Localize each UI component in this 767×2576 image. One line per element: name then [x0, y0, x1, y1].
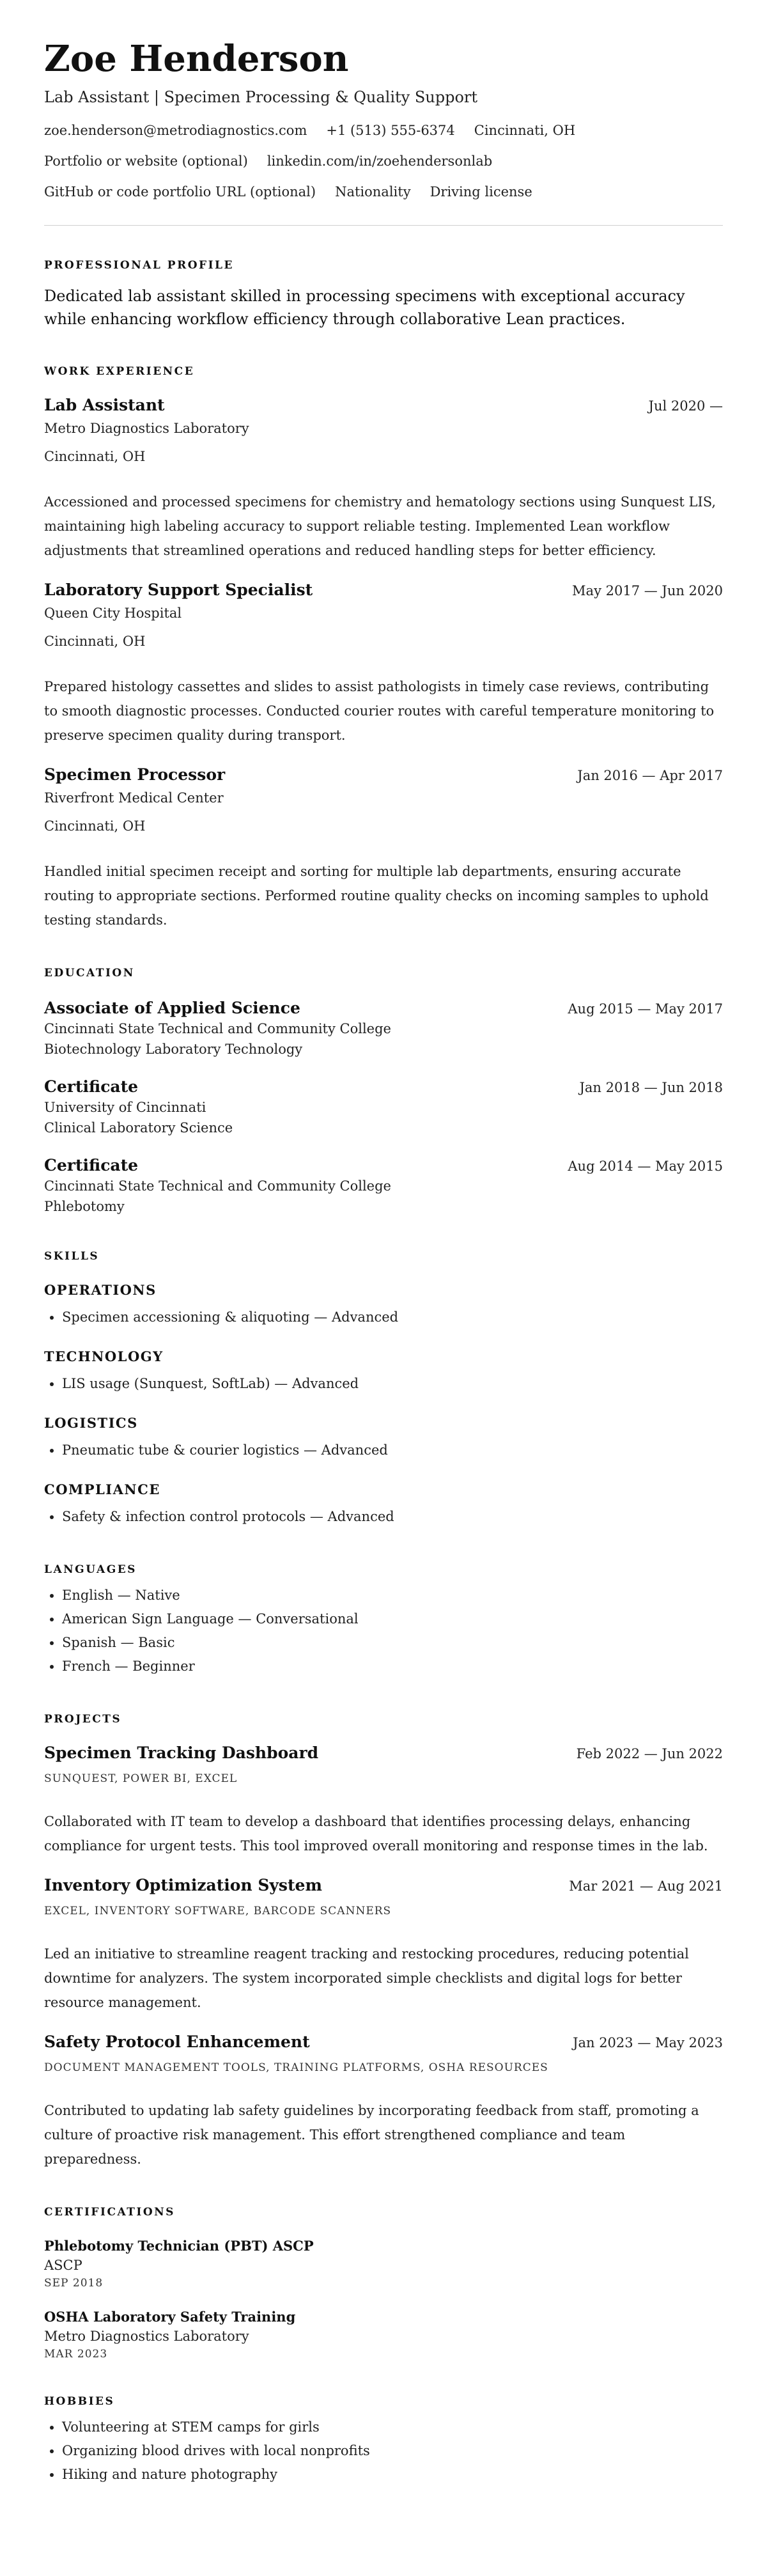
job-title: Laboratory Support Specialist: [44, 581, 313, 599]
nationality: Nationality: [335, 184, 411, 199]
section-title-certifications: CERTIFICATIONS: [44, 2206, 175, 2219]
section-title-experience: WORK EXPERIENCE: [44, 365, 195, 378]
candidate-name: Zoe Henderson: [44, 38, 349, 80]
project-name: Specimen Tracking Dashboard: [44, 1744, 319, 1762]
job-description: Accessioned and processed specimens for chemistry and hematology sections using Sunquest LIS, maintaining high labeling accuracy to support reliable testing. Implemented Lean workflow adjustments that streamlined operations and reduced handling steps for better efficiency.: [44, 494, 717, 558]
languages-section: [44, 1563, 723, 1678]
certification-entry: [44, 2238, 723, 2290]
job-description: Prepared histology cassettes and slides to assist pathologists in timely case reviews, contributing to smooth diagnostic processes. Conducted courier routes with careful temperature monitoring to preserve specimen quality during transport.: [44, 679, 715, 743]
language-list: [44, 1584, 723, 1678]
certification-date: SEP 2018: [44, 2277, 104, 2290]
education-dates: Jan 2018 — Jun 2018: [579, 1080, 723, 1095]
project-tech: EXCEL, INVENTORY SOFTWARE, BARCODE SCANNERS: [44, 1905, 392, 1917]
degree: Certificate: [44, 1077, 139, 1096]
project-description: Contributed to updating lab safety guidelines by incorporating feedback from staff, promoting a culture of proactive risk management. This effort strengthened compliance and team preparedness.: [44, 2103, 699, 2167]
job-location: Cincinnati, OH: [44, 449, 146, 464]
section-title-languages: LANGUAGES: [44, 1563, 137, 1576]
school: Cincinnati State Technical and Community College: [44, 1178, 391, 1194]
skill-item: • Specimen accessioning & aliquoting — Advanced: [62, 1306, 723, 1329]
hobby-list: [44, 2416, 723, 2486]
job-dates: May 2017 — Jun 2020: [572, 583, 723, 598]
job-description: Handled initial specimen receipt and sorting for multiple lab departments, ensuring accurate routing to appropriate sections. Performed routine quality checks on incoming samples to uphold testing standards.: [44, 864, 709, 928]
field-of-study: Clinical Laboratory Science: [44, 1120, 233, 1136]
experience-entry: [44, 765, 723, 932]
language-item: • American Sign Language — Conversational: [62, 1607, 723, 1631]
driving-license: Driving license: [430, 184, 532, 199]
headline: Lab Assistant | Specimen Processing & Quality Support: [44, 88, 478, 106]
skill-item: • Safety & infection control protocols — Advanced: [62, 1505, 723, 1529]
project-entry: [44, 1744, 723, 1858]
header-divider: [44, 225, 723, 226]
employer: Queen City Hospital: [44, 605, 182, 621]
skill-list: [44, 1505, 723, 1529]
certification-entry: [44, 2309, 723, 2361]
job-title: Lab Assistant: [44, 396, 165, 414]
education-entry: [44, 1156, 723, 1215]
work-experience-section: [44, 365, 723, 932]
job-location: Cincinnati, OH: [44, 634, 146, 649]
job-location: Cincinnati, OH: [44, 818, 146, 834]
education-entry: [44, 999, 723, 1058]
job-title: Specimen Processor: [44, 765, 226, 784]
project-name: Safety Protocol Enhancement: [44, 2033, 310, 2051]
skill-group-title: OPERATIONS: [44, 1282, 157, 1298]
language-item: • Spanish — Basic: [62, 1631, 723, 1655]
project-tech: DOCUMENT MANAGEMENT TOOLS, TRAINING PLATFORMS, OSHA RESOURCES: [44, 2061, 548, 2074]
hobby-item: • Hiking and nature photography: [62, 2463, 723, 2486]
project-name: Inventory Optimization System: [44, 1876, 322, 1894]
education-entry: [44, 1077, 723, 1137]
project-entry: [44, 2033, 723, 2171]
skill-group-title: COMPLIANCE: [44, 1481, 160, 1497]
skill-list: [44, 1372, 723, 1396]
school: University of Cincinnati: [44, 1100, 206, 1115]
profile-summary: Dedicated lab assistant skilled in processing specimens with exceptional accuracy while enhancing workflow efficiency through collaborative Lean practices.: [44, 287, 685, 328]
language-item: • English — Native: [62, 1584, 723, 1607]
phone-number[interactable]: +1 (513) 555-6374: [326, 123, 455, 138]
section-title-education: EDUCATION: [44, 967, 135, 980]
contact-row: [44, 183, 723, 201]
hobbies-section: [44, 2395, 723, 2486]
skill-item: • LIS usage (Sunquest, SoftLab) — Advanced: [62, 1372, 723, 1396]
section-title-skills: SKILLS: [44, 1250, 100, 1263]
job-dates: Jan 2016 — Apr 2017: [577, 768, 723, 783]
contact-row: [44, 121, 723, 139]
degree: Certificate: [44, 1156, 139, 1175]
hobby-item: • Volunteering at STEM camps for girls: [62, 2416, 723, 2439]
employer: Metro Diagnostics Laboratory: [44, 421, 249, 436]
school: Cincinnati State Technical and Community College: [44, 1021, 391, 1036]
education-section: [44, 967, 723, 1215]
certifications-section: [44, 2206, 723, 2361]
skill-group-title: TECHNOLOGY: [44, 1348, 164, 1364]
certification-issuer: Metro Diagnostics Laboratory: [44, 2329, 249, 2344]
job-dates: Jul 2020 —: [648, 398, 723, 414]
section-title-hobbies: HOBBIES: [44, 2395, 115, 2408]
certification-issuer: ASCP: [44, 2258, 82, 2273]
language-item: • French — Beginner: [62, 1655, 723, 1678]
project-tech: SUNQUEST, POWER BI, EXCEL: [44, 1772, 238, 1785]
section-title-profile: PROFESSIONAL PROFILE: [44, 259, 234, 272]
skill-list: [44, 1439, 723, 1462]
linkedin-link[interactable]: linkedin.com/in/zoehendersonlab: [267, 153, 493, 169]
certification-date: MAR 2023: [44, 2348, 108, 2361]
projects-section: [44, 1713, 723, 2171]
section-title-projects: PROJECTS: [44, 1713, 122, 1726]
email-link[interactable]: zoe.henderson@metrodiagnostics.com: [44, 123, 307, 138]
github-link[interactable]: GitHub or code portfolio URL (optional): [44, 184, 316, 199]
certification-name: Phlebotomy Technician (PBT) ASCP: [44, 2238, 314, 2254]
project-dates: Mar 2021 — Aug 2021: [569, 1878, 723, 1894]
project-dates: Feb 2022 — Jun 2022: [576, 1746, 723, 1761]
education-dates: Aug 2015 — May 2017: [568, 1001, 723, 1017]
skills-section: [44, 1250, 723, 1529]
employer: Riverfront Medical Center: [44, 790, 224, 806]
experience-entry: [44, 581, 723, 747]
field-of-study: Biotechnology Laboratory Technology: [44, 1042, 303, 1057]
portfolio-link[interactable]: Portfolio or website (optional): [44, 153, 248, 169]
project-dates: Jan 2023 — May 2023: [573, 2035, 723, 2050]
education-dates: Aug 2014 — May 2015: [568, 1159, 723, 1174]
degree: Associate of Applied Science: [44, 999, 300, 1017]
skill-list: [44, 1306, 723, 1329]
location: Cincinnati, OH: [474, 123, 576, 138]
project-description: Led an initiative to streamline reagent tracking and restocking procedures, reducing potential downtime for analyzers. The system incorporated simple checklists and digital logs for better resource management.: [44, 1946, 689, 2010]
experience-entry: [44, 396, 723, 563]
certification-name: OSHA Laboratory Safety Training: [44, 2309, 296, 2325]
hobby-item: • Organizing blood drives with local nonprofits: [62, 2439, 723, 2463]
project-entry: [44, 1876, 723, 2015]
skill-group-title: LOGISTICS: [44, 1415, 138, 1431]
contact-row: [44, 152, 723, 170]
field-of-study: Phlebotomy: [44, 1199, 125, 1214]
project-description: Collaborated with IT team to develop a dashboard that identifies processing delays, enhancing compliance for urgent tests. This tool improved overall monitoring and response times in the lab.: [44, 1814, 708, 1854]
skill-item: • Pneumatic tube & courier logistics — Advanced: [62, 1439, 723, 1462]
